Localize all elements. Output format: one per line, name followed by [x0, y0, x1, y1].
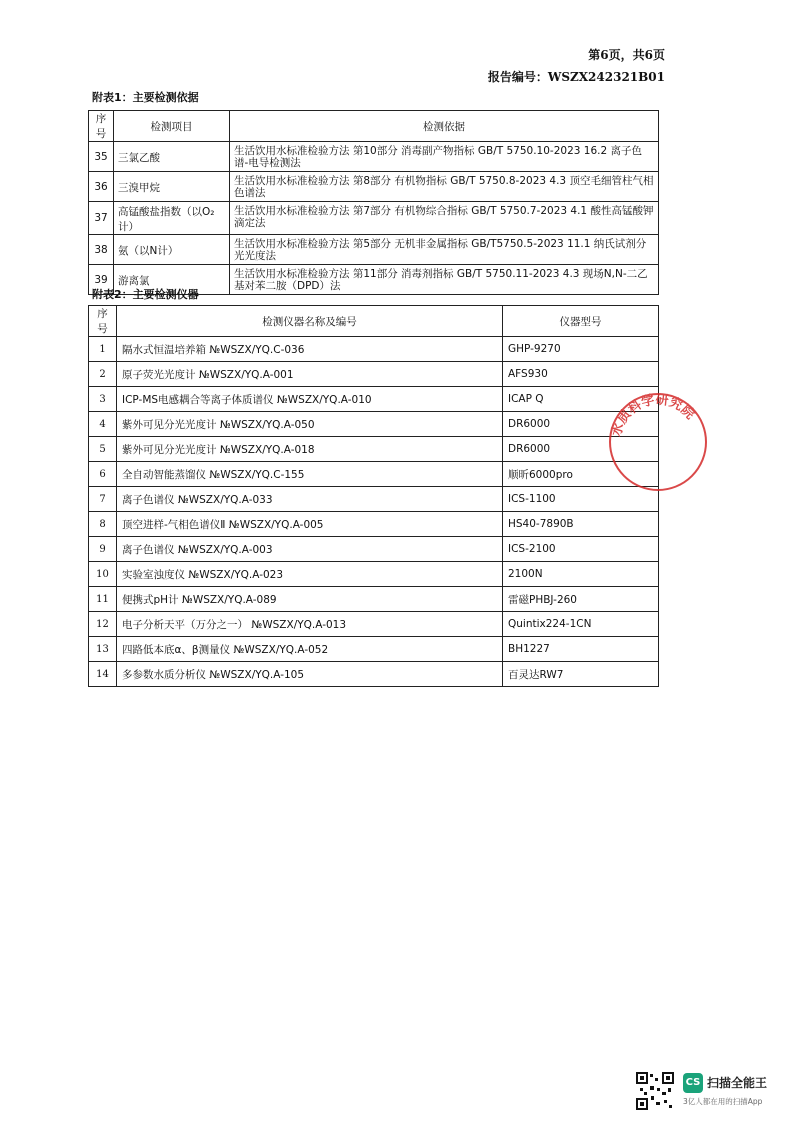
table-header-row — [89, 111, 659, 142]
table-row — [89, 172, 659, 202]
row-basis: 生活饮用水标准检验方法 第5部分 无机非金属指标 GB/T5750.5-2023 11.1 纳氏试剂分光光度法 — [230, 235, 659, 265]
instrument-model: ICAP Q — [503, 387, 659, 412]
qr-code-icon — [636, 1072, 674, 1110]
row-no: 9 — [89, 537, 117, 562]
instrument-name: 四路低本底α、β测量仪 №WSZX/YQ.A-052 — [117, 637, 503, 662]
svg-text:水质科学研究院 — [608, 392, 698, 439]
row-no: 12 — [89, 612, 117, 637]
instrument-name: 原子荧光光度计 №WSZX/YQ.A-001 — [117, 362, 503, 387]
row-item: 三溴甲烷 — [114, 172, 230, 202]
row-item: 游离氯 — [114, 265, 230, 295]
row-no: 38 — [89, 235, 114, 265]
row-basis: 生活饮用水标准检验方法 第7部分 有机物综合指标 GB/T 5750.7-2023 4.1 酸性高锰酸钾滴定法 — [230, 202, 659, 235]
instrument-model: GHP-9270 — [503, 337, 659, 362]
table-row — [89, 462, 659, 487]
appendix2-table — [88, 305, 659, 687]
row-no: 8 — [89, 512, 117, 537]
table-header-row — [89, 306, 659, 337]
appendix2-title: 附表2：主要检测仪器 — [92, 288, 199, 301]
row-no: 36 — [89, 172, 114, 202]
instrument-model: AFS930 — [503, 362, 659, 387]
row-no: 35 — [89, 142, 114, 172]
report-number: 报告编号：WSZX242321B01 — [487, 70, 665, 84]
appendix1-title: 附表1：主要检测依据 — [92, 91, 199, 104]
column-header-name: 检测仪器名称及编号 — [117, 306, 503, 337]
row-no: 7 — [89, 487, 117, 512]
page-number: 第6页，共6页 — [588, 48, 665, 62]
table-row — [89, 142, 659, 172]
table-row — [89, 612, 659, 637]
column-header-basis: 检测依据 — [230, 111, 659, 142]
column-header-no: 序号 — [89, 306, 117, 337]
row-no: 10 — [89, 562, 117, 587]
table-row — [89, 587, 659, 612]
table-row — [89, 537, 659, 562]
instrument-model: 2100N — [503, 562, 659, 587]
column-header-model: 仪器型号 — [503, 306, 659, 337]
table-row — [89, 387, 659, 412]
instrument-name: 离子色谱仪 №WSZX/YQ.A-003 — [117, 537, 503, 562]
column-header-item: 检测项目 — [114, 111, 230, 142]
seal-stamp — [598, 382, 718, 502]
row-basis: 生活饮用水标准检验方法 第11部分 消毒剂指标 GB/T 5750.11-2023 4.3 现场N,N-二乙基对苯二胺（DPD）法 — [230, 265, 659, 295]
row-no: 13 — [89, 637, 117, 662]
camscanner-tagline: 3亿人都在用的扫描App — [683, 1097, 763, 1106]
table-row — [89, 637, 659, 662]
instrument-name: 紫外可见分光光度计 №WSZX/YQ.A-050 — [117, 412, 503, 437]
row-item: 三氯乙酸 — [114, 142, 230, 172]
instrument-model: ICS-2100 — [503, 537, 659, 562]
table-row — [89, 487, 659, 512]
row-no: 6 — [89, 462, 117, 487]
row-no: 4 — [89, 412, 117, 437]
camscanner-logo-icon: CS — [683, 1073, 703, 1093]
row-no: 37 — [89, 202, 114, 235]
table-row — [89, 662, 659, 687]
table-row — [89, 562, 659, 587]
appendix1-table — [88, 110, 659, 295]
row-item: 高锰酸盐指数（以O₂ 计） — [114, 202, 230, 235]
instrument-name: 紫外可见分光光度计 №WSZX/YQ.A-018 — [117, 437, 503, 462]
instrument-name: 便携式pH计 №WSZX/YQ.A-089 — [117, 587, 503, 612]
table-row — [89, 337, 659, 362]
instrument-model: 顺昕6000pro — [503, 462, 659, 487]
table-row — [89, 412, 659, 437]
row-basis: 生活饮用水标准检验方法 第8部分 有机物指标 GB/T 5750.8-2023 4.3 顶空毛细管柱气相色谱法 — [230, 172, 659, 202]
row-no: 39 — [89, 265, 114, 295]
row-no: 2 — [89, 362, 117, 387]
seal-text: 水质科学研究院 — [609, 392, 698, 439]
table-row — [89, 512, 659, 537]
instrument-name: 多参数水质分析仪 №WSZX/YQ.A-105 — [117, 662, 503, 687]
table-row — [89, 235, 659, 265]
instrument-name: 全自动智能蒸馏仪 №WSZX/YQ.C-155 — [117, 462, 503, 487]
row-basis: 生活饮用水标准检验方法 第10部分 消毒副产物指标 GB/T 5750.10-2023 16.2 离子色谱-电导检测法 — [230, 142, 659, 172]
table-row — [89, 437, 659, 462]
instrument-model: Quintix224-1CN — [503, 612, 659, 637]
table-row — [89, 202, 659, 235]
camscanner-brand-name: 扫描全能王 — [707, 1076, 768, 1090]
instrument-model: 雷磁PHBJ-260 — [503, 587, 659, 612]
instrument-model: ICS-1100 — [503, 487, 659, 512]
table-row — [89, 362, 659, 387]
instrument-name: 实验室浊度仪 №WSZX/YQ.A-023 — [117, 562, 503, 587]
instrument-name: 离子色谱仪 №WSZX/YQ.A-033 — [117, 487, 503, 512]
instrument-model: DR6000 — [503, 412, 659, 437]
row-item: 氨（以N计） — [114, 235, 230, 265]
instrument-name: 顶空进样-气相色谱仪Ⅱ №WSZX/YQ.A-005 — [117, 512, 503, 537]
instrument-name: ICP-MS电感耦合等离子体质谱仪 №WSZX/YQ.A-010 — [117, 387, 503, 412]
row-no: 1 — [89, 337, 117, 362]
instrument-model: BH1227 — [503, 637, 659, 662]
instrument-name: 隔水式恒温培养箱 №WSZX/YQ.C-036 — [117, 337, 503, 362]
column-header-no: 序号 — [89, 111, 114, 142]
instrument-name: 电子分析天平（万分之一） №WSZX/YQ.A-013 — [117, 612, 503, 637]
instrument-model: 百灵达RW7 — [503, 662, 659, 687]
row-no: 5 — [89, 437, 117, 462]
row-no: 3 — [89, 387, 117, 412]
row-no: 11 — [89, 587, 117, 612]
page-header — [488, 44, 665, 88]
instrument-model: DR6000 — [503, 437, 659, 462]
row-no: 14 — [89, 662, 117, 687]
instrument-model: HS40-7890B — [503, 512, 659, 537]
